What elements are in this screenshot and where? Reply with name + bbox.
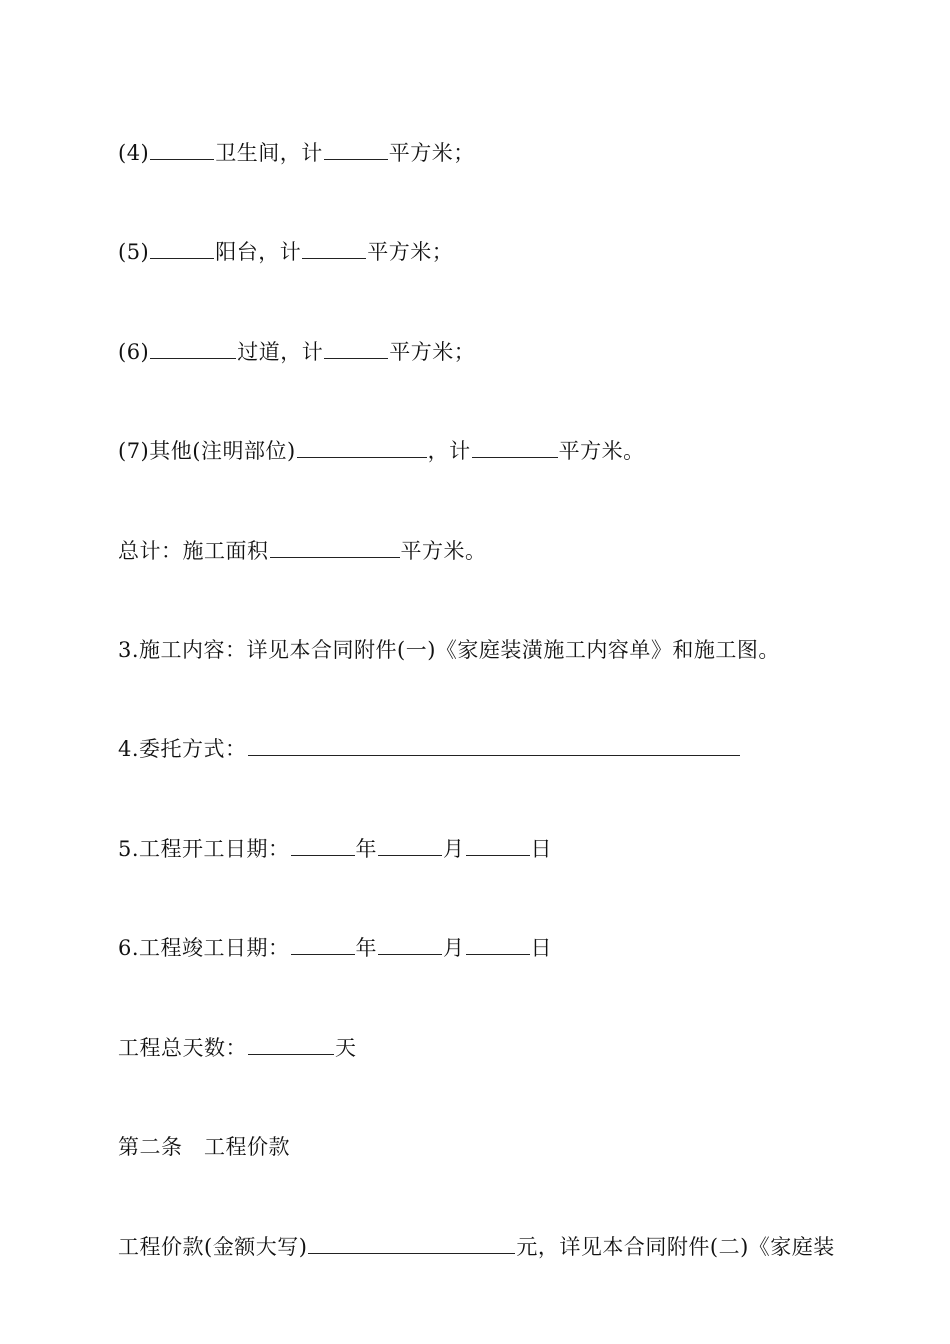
area-item-corridor — [118, 338, 475, 366]
blank-field[interactable] — [297, 437, 427, 458]
month-field[interactable] — [378, 835, 442, 856]
end-date-line — [118, 934, 552, 962]
total-label: 总计：施工面积 — [118, 539, 269, 563]
item-text: 过道，计 — [237, 340, 324, 364]
article-two-heading — [118, 1133, 290, 1161]
unit-text: 平方米； — [389, 340, 476, 364]
item-number: (4) — [118, 141, 150, 165]
article-heading: 第二条 工程价款 — [118, 1135, 290, 1159]
blank-field[interactable] — [270, 537, 400, 558]
start-date-line — [118, 835, 552, 863]
blank-field[interactable] — [324, 139, 388, 160]
item-number: (6) — [118, 340, 150, 364]
clause-label: 6.工程竣工日期： — [118, 936, 290, 960]
item-text: 卫生间，计 — [215, 141, 323, 165]
blank-field[interactable] — [472, 437, 558, 458]
construction-content-line — [118, 636, 780, 664]
total-days-line — [118, 1034, 357, 1062]
clause-label: 工程价款(金额大写) — [118, 1235, 308, 1259]
commission-method-line — [118, 735, 741, 763]
blank-field[interactable] — [324, 338, 388, 359]
day-field[interactable] — [466, 934, 530, 955]
blank-field[interactable] — [150, 338, 236, 359]
blank-field[interactable] — [150, 238, 214, 259]
item-number: (5) — [118, 240, 150, 264]
clause-text: 3.施工内容：详见本合同附件(一)《家庭装潢施工内容单》和施工图。 — [118, 638, 780, 662]
year-field[interactable] — [291, 835, 355, 856]
year-label: 年 — [355, 936, 378, 960]
unit-text: 平方米。 — [400, 539, 487, 563]
unit-text: 平方米； — [388, 141, 475, 165]
area-item-bathroom — [118, 139, 475, 167]
blank-field[interactable] — [248, 735, 740, 756]
item-text: 阳台，计 — [215, 240, 302, 264]
unit-text: 天 — [335, 1036, 357, 1060]
unit-text: 平方米； — [367, 240, 454, 264]
item-text: ，计 — [427, 439, 471, 463]
day-label: 日 — [530, 936, 553, 960]
month-label: 月 — [443, 837, 465, 861]
amount-field[interactable] — [308, 1233, 515, 1254]
month-label: 月 — [443, 936, 465, 960]
unit-text: 平方米。 — [558, 439, 645, 463]
clause-label: 4.委托方式： — [118, 737, 247, 761]
project-price-line — [118, 1233, 835, 1261]
blank-field[interactable] — [150, 139, 214, 160]
item-text: (7)其他(注明部位) — [118, 439, 296, 463]
month-field[interactable] — [378, 934, 442, 955]
clause-label: 工程总天数： — [118, 1036, 247, 1060]
day-label: 日 — [530, 837, 553, 861]
year-label: 年 — [355, 837, 378, 861]
year-field[interactable] — [291, 934, 355, 955]
clause-label: 5.工程开工日期： — [118, 837, 290, 861]
total-area-line — [118, 537, 487, 565]
blank-field[interactable] — [302, 238, 366, 259]
clause-text: 元，详见本合同附件(二)《家庭装 — [516, 1235, 835, 1259]
area-item-balcony — [118, 238, 453, 266]
area-item-other — [118, 437, 645, 465]
day-field[interactable] — [466, 835, 530, 856]
blank-field[interactable] — [248, 1034, 334, 1055]
